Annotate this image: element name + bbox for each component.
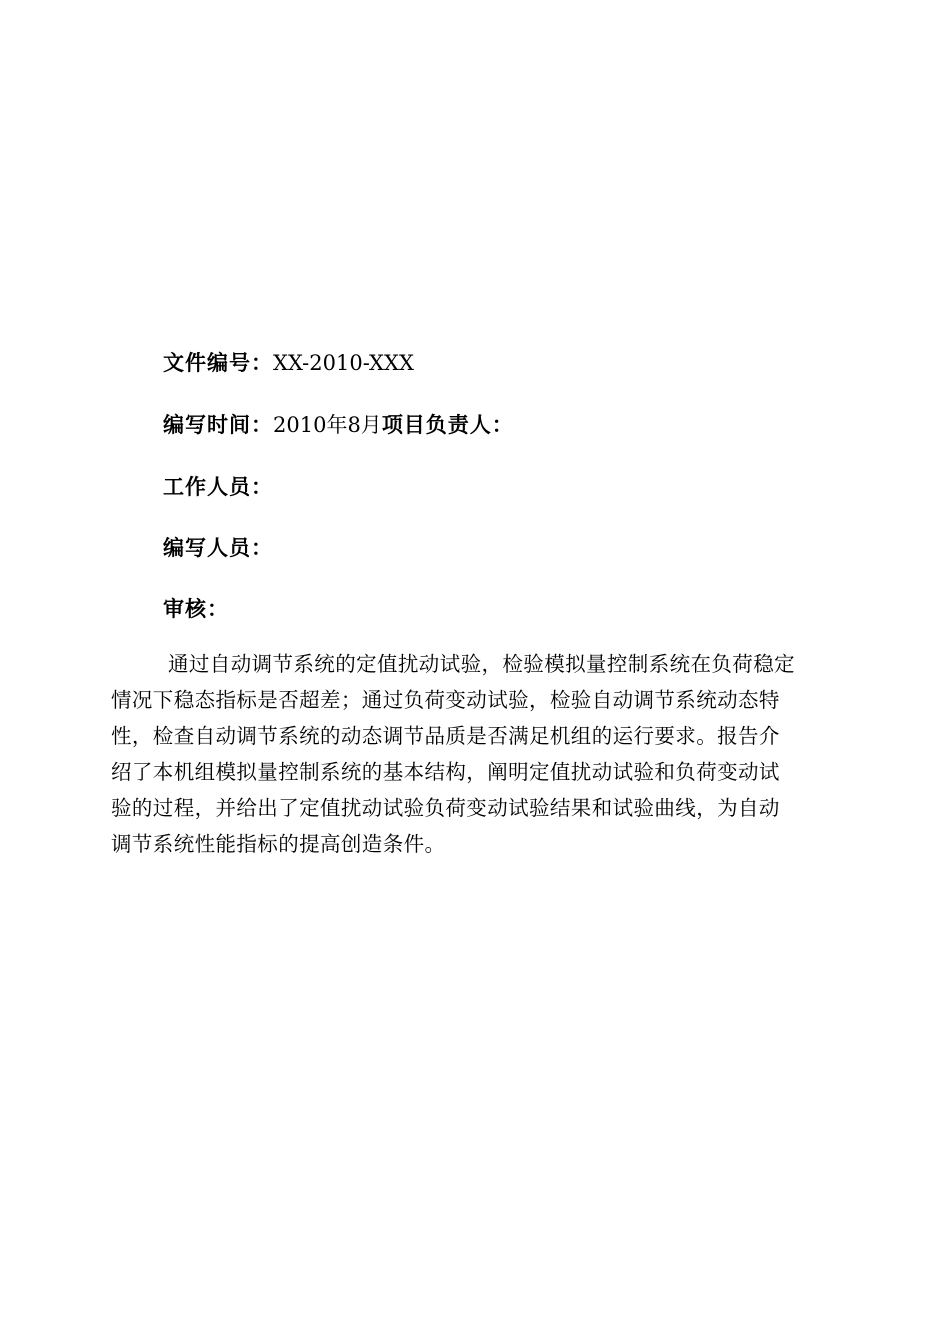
abstract-line: 验的过程，并给出了定值扰动试验负荷变动试验结果和试验曲线，为自动 [111,796,780,820]
abstract-line: 绍了本机组模拟量控制系统的基本结构，阐明定值扰动试验和负荷变动试 [111,760,780,784]
abstract-line: 调节系统性能指标的提高创造条件。 [111,832,446,856]
doc-number-value: XX-2010-XXX [273,351,414,375]
staff-line [163,471,273,503]
writers-line [163,532,273,564]
abstract-line: 通过自动调节系统的定值扰动试验，检验模拟量控制系统在负荷稳定 [168,652,795,676]
doc-number-line [163,347,414,379]
write-time-label: 编写时间： [163,413,273,437]
staff-label: 工作人员： [163,475,273,499]
abstract-paragraph [111,646,841,862]
abstract-line: 情况下稳态指标是否超差；通过负荷变动试验，检验自动调节系统动态特 [111,688,780,712]
reviewer-line [163,593,229,625]
project-leader-label: 项目负责人： [381,413,514,437]
doc-number-label: 文件编号： [163,351,273,375]
reviewer-label: 审核： [163,597,229,621]
write-time-value: 2010年8月 [273,413,382,437]
writers-label: 编写人员： [163,536,273,560]
write-time-line [163,409,514,441]
abstract-line: 性，检查自动调节系统的动态调节品质是否满足机组的运行要求。报告介 [111,724,780,748]
